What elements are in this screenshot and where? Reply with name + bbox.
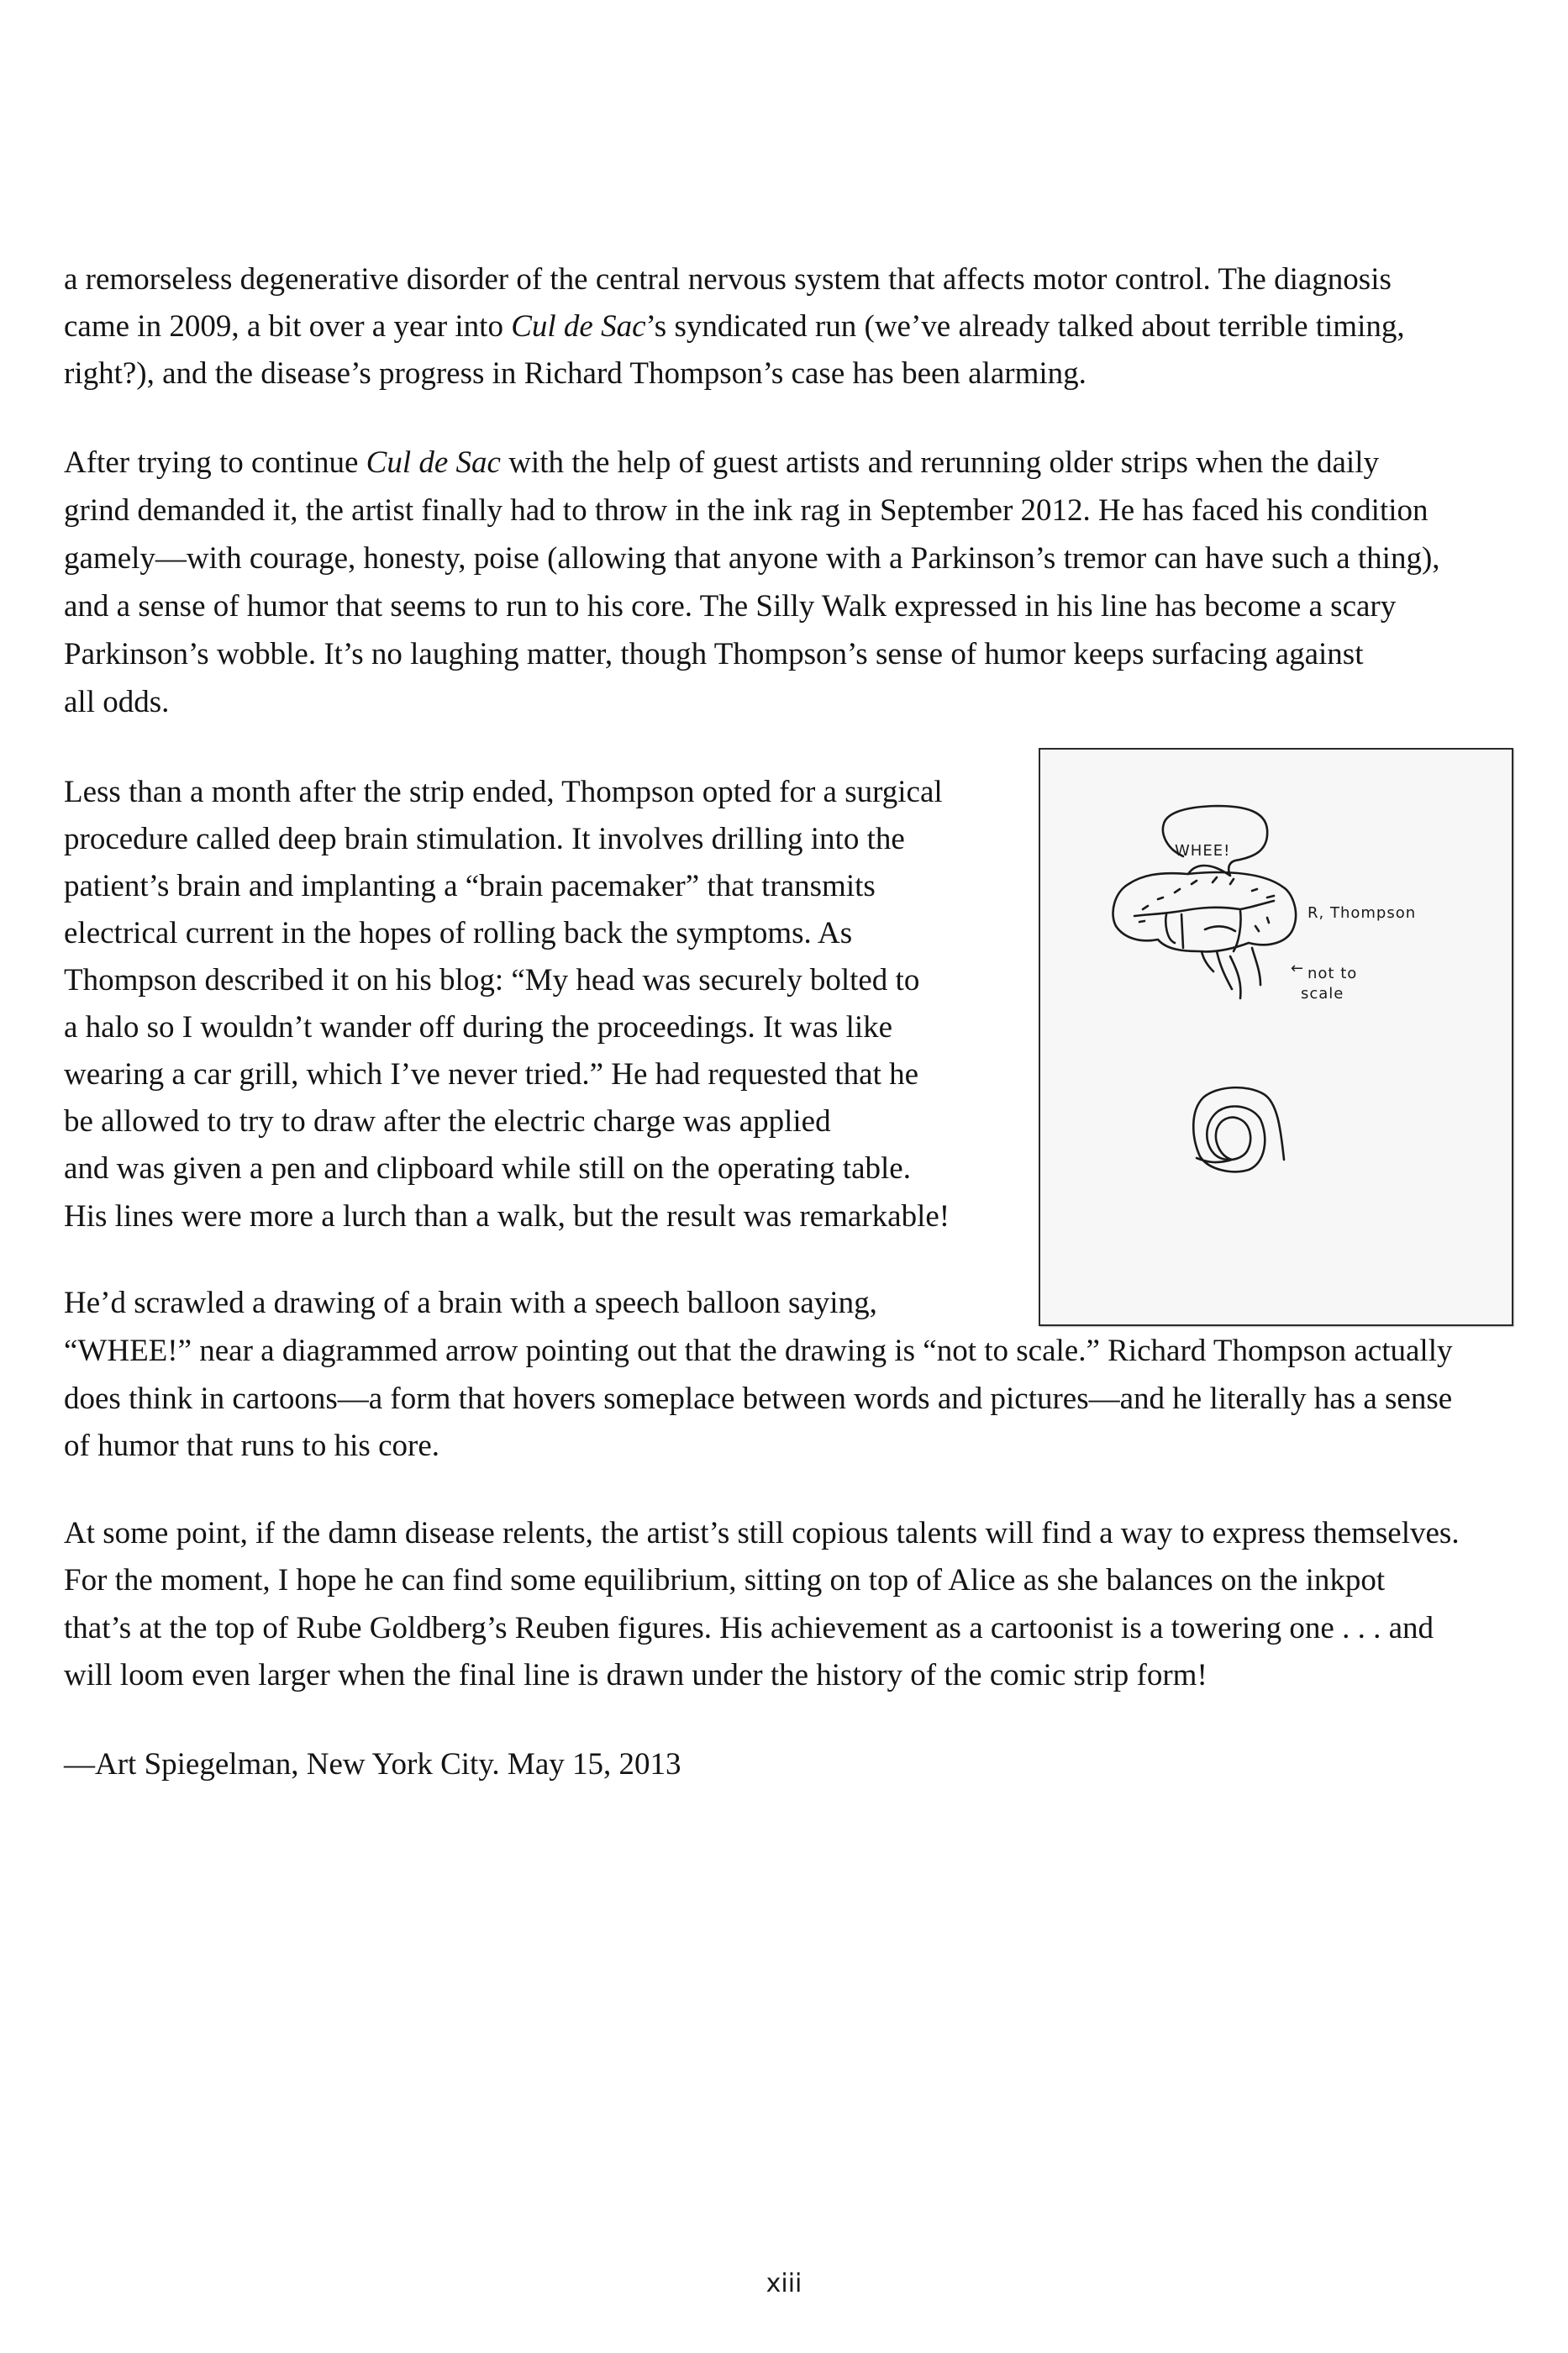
text-run: wearing a car grill, which I’ve never tried.” He had requested that he bbox=[64, 1057, 919, 1092]
text-line bbox=[64, 261, 1392, 298]
brain-fissure bbox=[1134, 901, 1274, 916]
brain-sketch-figure bbox=[1039, 748, 1513, 1326]
artist-signature: R, Thompson bbox=[1308, 904, 1417, 922]
text-line bbox=[64, 1333, 1452, 1370]
text-run: Parkinson’s wobble. It’s no laughing matter, though Thompson’s sense of humor keeps surfacing against bbox=[64, 637, 1364, 671]
annotation-not-to: not to bbox=[1308, 965, 1358, 982]
text-line bbox=[64, 1562, 1385, 1599]
text-run: grind demanded it, the artist finally had to throw in the ink rag in September 2012. He has faced his condition bbox=[64, 493, 1429, 528]
text-run: that’s at the top of Rube Goldberg’s Reuben figures. His achievement as a cartoonist is a towering one . . . and bbox=[64, 1611, 1434, 1645]
text-run: At some point, if the damn disease relents, the artist’s still copious talents will find a way to express themselves. bbox=[64, 1516, 1460, 1550]
text-line bbox=[64, 445, 1379, 482]
text-run: After trying to continue bbox=[64, 445, 366, 480]
text-run: Less than a month after the strip ended, Thompson opted for a surgical bbox=[64, 775, 943, 809]
text-run: procedure called deep brain stimulation. It involves drilling into the bbox=[64, 822, 905, 856]
text-line bbox=[64, 684, 169, 721]
text-run: with the help of guest artists and rerunning older strips when the daily bbox=[500, 445, 1379, 480]
brain-inner bbox=[1165, 911, 1240, 951]
text-run: Thompson described it on his blog: “My head was securely bolted to bbox=[64, 963, 920, 998]
text-line bbox=[64, 1009, 892, 1046]
text-run: He’d scrawled a drawing of a brain with a speech balloon saying, bbox=[64, 1286, 877, 1320]
text-run: His lines were more a lurch than a walk, but the result was remarkable! bbox=[64, 1199, 950, 1234]
text-line bbox=[64, 540, 1440, 577]
brain-stem bbox=[1202, 948, 1260, 998]
speech-balloon bbox=[1163, 806, 1267, 876]
text-line bbox=[64, 1428, 439, 1465]
text-run: a halo so I wouldn’t wander off during the proceedings. It was like bbox=[64, 1010, 893, 1045]
text-line bbox=[64, 1103, 831, 1140]
text-run: will loom even larger when the final line is drawn under the history of the comic strip form! bbox=[64, 1658, 1208, 1692]
brain-sketch-drawing bbox=[1040, 750, 1512, 1324]
balloon-text: WHEE! bbox=[1175, 842, 1231, 860]
text-line bbox=[64, 1150, 911, 1187]
text-line bbox=[64, 1610, 1434, 1647]
text-run: For the moment, I hope he can find some equilibrium, sitting on top of Alice as she balances on the inkpot bbox=[64, 1563, 1386, 1598]
text-line bbox=[64, 492, 1429, 529]
page-number: xiii bbox=[766, 2269, 802, 2298]
text-line bbox=[64, 1198, 950, 1235]
text-line bbox=[64, 962, 919, 999]
text-line bbox=[64, 915, 852, 952]
text-line bbox=[64, 1381, 1452, 1418]
text-run: right?), and the disease’s progress in Richard Thompson’s case has been alarming. bbox=[64, 356, 1087, 391]
text-run: and a sense of humor that seems to run to his core. The Silly Walk expressed in his line has become a scary bbox=[64, 589, 1397, 624]
text-run: of humor that runs to his core. bbox=[64, 1429, 439, 1463]
text-line bbox=[64, 868, 876, 905]
text-line bbox=[64, 774, 943, 811]
text-line bbox=[64, 588, 1396, 625]
italic-title: Cul de Sac bbox=[511, 309, 646, 344]
text-run: all odds. bbox=[64, 685, 170, 719]
text-line bbox=[64, 1285, 877, 1322]
text-run: and was given a pen and clipboard while still on the operating table. bbox=[64, 1151, 911, 1186]
text-run: a remorseless degenerative disorder of the central nervous system that affects motor control. The diagnosis bbox=[64, 262, 1392, 297]
text-run: does think in cartoons—a form that hovers someplace between words and pictures—and he literally has a sense bbox=[64, 1382, 1453, 1416]
text-line bbox=[64, 1746, 681, 1783]
text-run: patient’s brain and implanting a “brain pacemaker” that transmits bbox=[64, 869, 876, 903]
text-run: “WHEE!” near a diagrammed arrow pointing out that the drawing is “not to scale.” Richard Thompson actually bbox=[64, 1334, 1453, 1368]
text-run: —Art Spiegelman, New York City. May 15, 2013 bbox=[64, 1747, 681, 1782]
annotation-arrow: ← bbox=[1291, 960, 1305, 977]
text-line bbox=[64, 308, 1405, 345]
text-line bbox=[64, 821, 905, 858]
text-line bbox=[64, 1657, 1208, 1694]
text-run: came in 2009, a bit over a year into bbox=[64, 309, 512, 344]
brain-dashes bbox=[1139, 877, 1274, 931]
text-run: gamely—with courage, honesty, poise (allowing that anyone with a Parkinson’s tremor can have such a thing), bbox=[64, 541, 1440, 576]
text-run: be allowed to try to draw after the electric charge was applied bbox=[64, 1104, 831, 1139]
spiral-scribble bbox=[1193, 1087, 1284, 1171]
text-line bbox=[64, 1515, 1460, 1552]
annotation-scale: scale bbox=[1301, 985, 1344, 1003]
brain-outline bbox=[1113, 872, 1296, 951]
text-run: electrical current in the hopes of rolling back the symptoms. As bbox=[64, 916, 853, 950]
text-line bbox=[64, 636, 1363, 673]
text-line bbox=[64, 1056, 918, 1093]
text-line bbox=[64, 355, 1087, 392]
italic-title: Cul de Sac bbox=[366, 445, 501, 480]
text-run: ’s syndicated run (we’ve already talked about terrible timing, bbox=[645, 309, 1405, 344]
